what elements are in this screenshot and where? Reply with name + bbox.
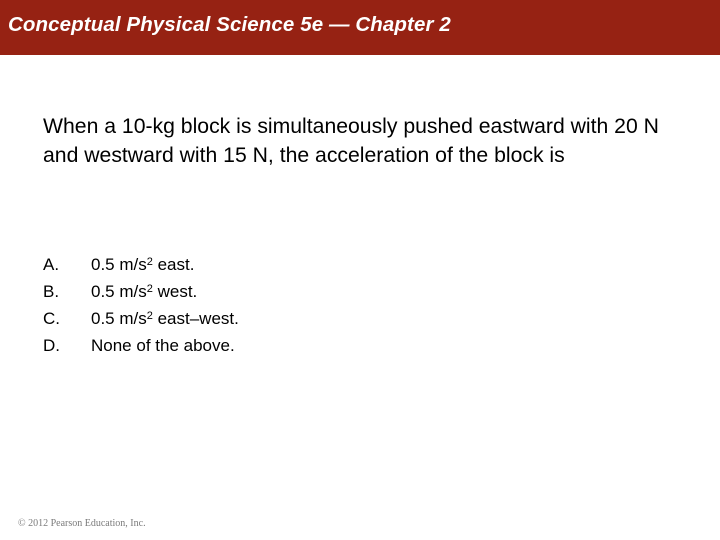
option-b-direction: west. [152, 282, 198, 301]
option-a-direction: east. [152, 255, 195, 274]
option-b-value: 0.5 m/s [91, 282, 147, 301]
option-c-text [91, 305, 239, 332]
option-b-letter: B. [43, 282, 60, 301]
option-d-text: None of the above. [91, 336, 235, 355]
option-c-exponent: 2 [146, 310, 153, 322]
option-c-letter: C. [43, 309, 60, 328]
option-a-text [91, 251, 194, 278]
option-a-exponent: 2 [146, 256, 153, 268]
option-b-exponent: 2 [146, 283, 153, 295]
option-d-letter: D. [43, 336, 60, 355]
option-b-text [91, 278, 197, 305]
copyright-notice: © 2012 Pearson Education, Inc. [18, 518, 146, 529]
option-a-value: 0.5 m/s [91, 255, 147, 274]
slide-title: Conceptual Physical Science 5e — Chapter 2 [8, 13, 451, 36]
question-text: When a 10-kg block is simultaneously pushed eastward with 20 N and westward with 15 N, the acceleration of the block is [43, 115, 659, 167]
option-c-direction: east–west. [152, 309, 239, 328]
option-a-letter: A. [43, 255, 60, 274]
title-bar [0, 0, 720, 55]
option-c-value: 0.5 m/s [91, 309, 147, 328]
